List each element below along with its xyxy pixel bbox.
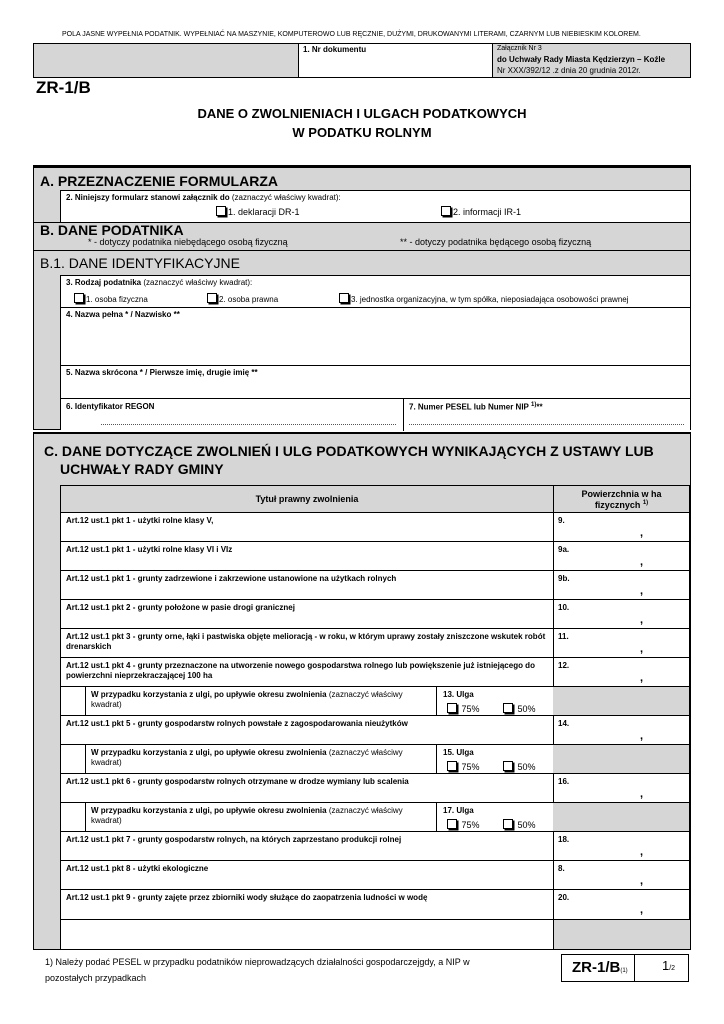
short-name-label: 5. Nazwa skrócona * / Pierwsze imię, drugie imię ** <box>66 368 258 377</box>
table-row-area-field[interactable] <box>553 658 690 687</box>
footer-code-sup: (1) <box>620 968 628 974</box>
relief-text-hint: (zaznaczyć właściwy kwadrat) <box>91 748 403 767</box>
empty-row <box>60 920 554 949</box>
table-row-area-field[interactable] <box>553 832 690 861</box>
relief-option-75[interactable] <box>447 819 480 830</box>
page-number: 1 <box>662 958 670 973</box>
short-name-field[interactable] <box>61 365 691 398</box>
col-area-header-sup: 1) <box>642 500 649 506</box>
footnote-line2: pozostałych przypadkach <box>45 973 147 983</box>
section-a-field-hint: (zaznaczyć właściwy kwadrat): <box>231 193 341 202</box>
checkbox-icon[interactable] <box>339 293 349 303</box>
relief-option-50-label: 50% <box>515 704 536 714</box>
top-notice: POLA JASNE WYPEŁNIA PODATNIK. WYPEŁNIAĆ NA MASZYNIE, KOMPUTEROWO LUB RĘCZNIE, DUŻYMI, DRUKOWANYMI LITERAMI, CZARNYM LUB NIEBIESKIM KOLOREM. <box>62 31 641 38</box>
attachment-line1: Załącznik Nr 3 <box>497 45 542 52</box>
kind-option-3[interactable] <box>339 293 629 304</box>
kind-option-1-label: 1. osoba fizyczna <box>86 295 148 304</box>
relief-row <box>60 803 554 832</box>
section-b-note2: ** - dotyczy podatnika będącego osobą fizyczną <box>400 237 592 247</box>
decimal-comma: , <box>640 904 644 916</box>
section-b1-fields <box>60 275 690 430</box>
checkbox-icon[interactable] <box>441 206 451 216</box>
name-label: 4. Nazwa pełna * / Nazwisko ** <box>66 310 180 319</box>
table-row-area-field[interactable] <box>553 571 690 600</box>
table-row-number: 9a. <box>558 545 570 554</box>
name-field[interactable] <box>61 307 691 365</box>
relief-option-75-label: 75% <box>459 704 480 714</box>
table-row-area-field[interactable] <box>553 716 690 745</box>
relief-row-grey <box>553 745 690 774</box>
table-row-title: Art.12 ust.1 pkt 4 - grunty przeznaczone na utworzenie nowego gospodarstwa rolnego lub powiększenie już istniejącego do powierzchni nieprzekraczającej 100 ha <box>60 658 554 687</box>
relief-option-50-label: 50% <box>515 820 536 830</box>
kind-option-2-label: 2. osoba prawna <box>219 295 279 304</box>
relief-text <box>85 687 437 715</box>
relief-option-75-label: 75% <box>459 820 480 830</box>
divider <box>34 250 690 251</box>
relief-option-75-label: 75% <box>459 762 480 772</box>
checkbox-icon[interactable] <box>503 819 513 829</box>
relief-row-grey <box>553 803 690 832</box>
col-title-header-text: Tytuł prawny zwolnienia <box>255 494 359 504</box>
decimal-comma: , <box>640 846 644 858</box>
regon-field[interactable] <box>61 398 404 431</box>
pesel-stars: ** <box>536 402 543 412</box>
table-row-title: Art.12 ust.1 pkt 1 - grunty zadrzewione i zakrzewione ustanowione na użytkach rolnych <box>60 571 554 600</box>
checkbox-icon[interactable] <box>207 293 217 303</box>
decimal-comma: , <box>640 730 644 742</box>
table-row-number: 10. <box>558 603 570 612</box>
relief-row-grey <box>553 687 690 716</box>
table-row-area-field[interactable] <box>553 513 690 542</box>
table-row-number: 12. <box>558 661 570 670</box>
footer-code: ZR-1/B <box>572 959 621 976</box>
pesel-sup: 1) <box>530 402 537 408</box>
relief-row <box>60 745 554 774</box>
table-row-number: 20. <box>558 893 570 902</box>
title-line2: W PODATKU ROLNYM <box>292 125 432 140</box>
pesel-dots <box>409 424 684 425</box>
table-row-number: 9. <box>558 516 565 525</box>
table-row-title: Art.12 ust.1 pkt 6 - grunty gospodarstw rolnych otrzymane w drodze wymiany lub scalenia <box>60 774 554 803</box>
table-row-title: Art.12 ust.1 pkt 8 - użytki ekologiczne <box>60 861 554 890</box>
option-ir1[interactable] <box>441 206 521 217</box>
table-row-area-field[interactable] <box>553 861 690 890</box>
col-area-header-line1: Powierzchnia w ha <box>581 489 662 499</box>
footnote-line1: 1) Należy podać PESEL w przypadku podatników nieprowadzących działalności gospodarczejgdy, a NIP w <box>45 957 470 967</box>
option-dr1-label: 1. deklaracji DR-1 <box>228 207 300 217</box>
table-row-title: Art.12 ust.1 pkt 1 - użytki rolne klasy V, <box>60 513 554 542</box>
decimal-comma: , <box>640 585 644 597</box>
form-code: ZR-1/B <box>36 78 91 97</box>
table-row-area-field[interactable] <box>553 600 690 629</box>
kind-option-1[interactable] <box>74 293 148 304</box>
relief-text-hint: (zaznaczyć właściwy kwadrat) <box>91 806 403 825</box>
footer-code-box <box>561 954 689 982</box>
page-total: /2 <box>669 965 676 972</box>
relief-text <box>85 745 437 773</box>
relief-option-50-label: 50% <box>515 762 536 772</box>
doc-number-field[interactable] <box>298 43 493 78</box>
decimal-comma: , <box>640 788 644 800</box>
decimal-comma: , <box>640 875 644 887</box>
table-row-title: Art.12 ust.1 pkt 9 - grunty zajęte przez zbiorniki wody służące do zaopatrzenia ludności w wodę <box>60 890 554 920</box>
relief-text-main: W przypadku korzystania z ulgi, po upływie okresu zwolnienia <box>91 806 329 815</box>
kind-option-3-label: 3. jednostka organizacyjna, w tym spółka, nieposiadająca osobowości prawnej <box>351 295 629 304</box>
col-title-header <box>60 485 554 513</box>
regon-dots <box>101 424 396 425</box>
relief-label: 17. Ulga <box>443 806 474 815</box>
decimal-comma: , <box>640 556 644 568</box>
table-row-area-field[interactable] <box>553 629 690 658</box>
table-row-title: Art.12 ust.1 pkt 7 - grunty gospodarstw rolnych, na których zaprzestano produkcji rolnej <box>60 832 554 861</box>
table-row-number: 11. <box>558 632 569 641</box>
checkbox-icon[interactable] <box>503 703 513 713</box>
doc-number-label: 1. Nr dokumentu <box>303 45 367 54</box>
table-row-number: 14. <box>558 719 570 728</box>
col-area-header-line2: fizycznych <box>594 500 641 510</box>
table-row-title: Art.12 ust.1 pkt 3 - grunty orne, łąki i pastwiska objęte melioracją - w roku, w którym uprawy zostały zniszczone wskutek robót drenarskich <box>60 629 554 658</box>
decimal-comma: , <box>640 643 644 655</box>
checkbox-icon[interactable] <box>447 761 457 771</box>
table-row-title: Art.12 ust.1 pkt 5 - grunty gospodarstw rolnych powstałe z zagospodarowania nieużytków <box>60 716 554 745</box>
section-a-title: A. PRZEZNACZENIE FORMULARZA <box>40 173 278 189</box>
attachment-line3: Nr XXX/392/12 .z dnia 20 grudnia 2012r. <box>497 66 641 75</box>
section-a-field-label: 2. Niniejszy formularz stanowi załącznik do <box>66 193 230 202</box>
relief-option-75[interactable] <box>447 703 480 714</box>
relief-row <box>60 687 554 716</box>
relief-option-50[interactable] <box>503 761 536 772</box>
title-line1: DANE O ZWOLNIENIACH I ULGACH PODATKOWYCH <box>197 106 527 121</box>
checkbox-icon[interactable] <box>447 703 457 713</box>
option-ir1-label: 2. informacji IR-1 <box>453 207 522 217</box>
checkbox-icon[interactable] <box>216 206 226 216</box>
decimal-comma: , <box>640 527 644 539</box>
section-b-note1: * - dotyczy podatnika niebędącego osobą fizyczną <box>88 237 288 247</box>
option-dr1[interactable] <box>216 206 300 217</box>
kind-hint: (zaznaczyć właściwy kwadrat): <box>143 278 253 287</box>
kind-label: 3. Rodzaj podatnika <box>66 278 142 287</box>
section-a-field <box>60 190 690 222</box>
relief-option-50[interactable] <box>503 819 536 830</box>
pesel-field[interactable] <box>404 398 691 431</box>
relief-text-main: W przypadku korzystania z ulgi, po upływie okresu zwolnienia <box>91 690 329 699</box>
table-row-area-field[interactable] <box>553 774 690 803</box>
relief-text-main: W przypadku korzystania z ulgi, po upływie okresu zwolnienia <box>91 748 329 757</box>
checkbox-icon[interactable] <box>74 293 84 303</box>
relief-label: 13. Ulga <box>443 690 474 699</box>
section-c-title-line1: C. DANE DOTYCZĄCE ZWOLNIEŃ I ULG PODATKOWYCH WYNIKAJĄCYCH Z USTAWY LUB <box>44 443 654 459</box>
checkbox-icon[interactable] <box>503 761 513 771</box>
decimal-comma: , <box>640 672 644 684</box>
relief-label: 15. Ulga <box>443 748 474 757</box>
section-b-title: B. DANE PODATNIKA <box>40 222 184 238</box>
col-area-header <box>553 485 690 513</box>
table-row-number: 16. <box>558 777 570 786</box>
table-row-area-field[interactable] <box>553 542 690 571</box>
relief-text <box>85 803 437 831</box>
kind-option-2[interactable] <box>207 293 278 304</box>
section-c-title-line2: UCHWAŁY RADY GMINY <box>60 461 224 477</box>
relief-option-75[interactable] <box>447 761 480 772</box>
table-row-area-field[interactable] <box>553 890 690 920</box>
relief-text-hint: (zaznaczyć właściwy kwadrat) <box>91 690 403 709</box>
pesel-label: 7. Numer PESEL lub Numer NIP <box>409 402 529 412</box>
attachment-box <box>493 44 690 77</box>
table-row-number: 9b. <box>558 574 570 583</box>
decimal-comma: , <box>640 614 644 626</box>
table-row-number: 8. <box>558 864 565 873</box>
table-row-number: 18. <box>558 835 570 844</box>
header-grey-area <box>34 44 298 77</box>
section-b1-title: B.1. DANE IDENTYFIKACYJNE <box>40 255 240 271</box>
regon-label: 6. Identyfikator REGON <box>66 402 155 411</box>
attachment-line2: do Uchwały Rady Miasta Kędzierzyn – Koźle <box>497 55 666 64</box>
checkbox-icon[interactable] <box>447 819 457 829</box>
table-row-title: Art.12 ust.1 pkt 2 - grunty położone w pasie drogi granicznej <box>60 600 554 629</box>
table-row-title: Art.12 ust.1 pkt 1 - użytki rolne klasy VI i VIz <box>60 542 554 571</box>
relief-option-50[interactable] <box>503 703 536 714</box>
